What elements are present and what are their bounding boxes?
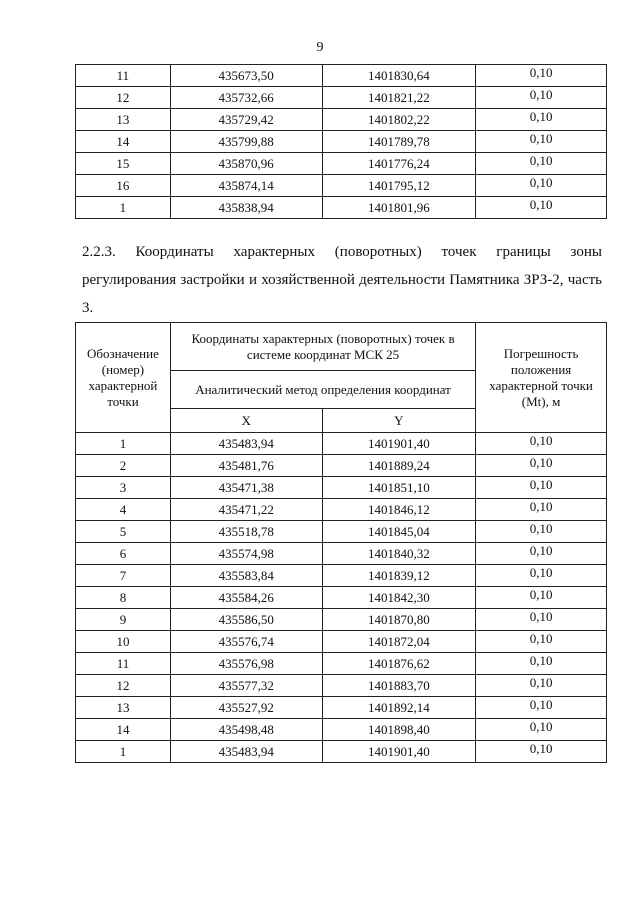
table-row [76,477,607,499]
table-row [76,109,607,131]
table-row [76,697,607,719]
point-number-cell: 10 [76,631,171,653]
x-coordinate-cell: 435483,94 [170,433,322,455]
point-number-cell: 5 [76,521,171,543]
y-coordinate-cell: 1401872,04 [322,631,476,653]
coordinates-table [75,322,607,763]
x-coordinate-cell: 435838,94 [170,197,322,219]
point-number-cell: 7 [76,565,171,587]
x-coordinate-cell: 435799,88 [170,131,322,153]
y-coordinate-cell: 1401876,62 [322,653,476,675]
table-row [76,631,607,653]
table-row [76,653,607,675]
table-body [76,433,607,763]
x-coordinate-cell: 435576,98 [170,653,322,675]
y-coordinate-cell: 1401802,22 [322,109,476,131]
y-coordinate-cell: 1401821,22 [322,87,476,109]
header-y: Y [322,409,476,433]
x-coordinate-cell: 435673,50 [170,65,322,87]
table-body [76,65,607,219]
y-coordinate-cell: 1401830,64 [322,65,476,87]
x-coordinate-cell: 435576,74 [170,631,322,653]
accuracy-cell: 0,10 [476,131,607,153]
table-row [76,565,607,587]
accuracy-cell: 0,10 [476,719,607,741]
accuracy-cell: 0,10 [476,175,607,197]
y-coordinate-cell: 1401839,12 [322,565,476,587]
y-coordinate-cell: 1401789,78 [322,131,476,153]
x-coordinate-cell: 435732,66 [170,87,322,109]
point-number-cell: 13 [76,109,171,131]
accuracy-cell: 0,10 [476,197,607,219]
point-number-cell: 13 [76,697,171,719]
x-coordinate-cell: 435574,98 [170,543,322,565]
x-coordinate-cell: 435583,84 [170,565,322,587]
y-coordinate-cell: 1401845,04 [322,521,476,543]
accuracy-cell: 0,10 [476,455,607,477]
y-coordinate-cell: 1401901,40 [322,741,476,763]
y-coordinate-cell: 1401889,24 [322,455,476,477]
y-coordinate-cell: 1401892,14 [322,697,476,719]
x-coordinate-cell: 435729,42 [170,109,322,131]
accuracy-cell: 0,10 [476,153,607,175]
accuracy-cell: 0,10 [476,697,607,719]
accuracy-cell: 0,10 [476,565,607,587]
accuracy-cell: 0,10 [476,521,607,543]
accuracy-cell: 0,10 [476,631,607,653]
accuracy-cell: 0,10 [476,587,607,609]
table-row [76,65,607,87]
accuracy-cell: 0,10 [476,109,607,131]
table-row [76,521,607,543]
y-coordinate-cell: 1401898,40 [322,719,476,741]
y-coordinate-cell: 1401883,70 [322,675,476,697]
section-paragraph: 2.2.3. Координаты характерных (поворотных) точек границы зоны регулирования застройки и хозяйственной деятельности Памятника ЗРЗ-2, часть 3. [82,244,602,316]
accuracy-cell: 0,10 [476,87,607,109]
y-coordinate-cell: 1401776,24 [322,153,476,175]
accuracy-cell: 0,10 [476,65,607,87]
table-row [76,455,607,477]
header-coordinates: Координаты характерных (поворотных) точек в системе координат МСК 25 [170,323,475,371]
y-coordinate-cell: 1401801,96 [322,197,476,219]
x-coordinate-cell: 435471,22 [170,499,322,521]
point-number-cell: 12 [76,87,171,109]
table-row [76,153,607,175]
x-coordinate-cell: 435498,48 [170,719,322,741]
table-row [76,741,607,763]
table-row [76,87,607,109]
table-row [76,719,607,741]
table-row [76,609,607,631]
point-number-cell: 1 [76,433,171,455]
accuracy-cell: 0,10 [476,675,607,697]
x-coordinate-cell: 435518,78 [170,521,322,543]
accuracy-cell: 0,10 [476,543,607,565]
x-coordinate-cell: 435870,96 [170,153,322,175]
header-designation: Обозначение (номер) характерной точки [76,323,171,433]
table-row [76,131,607,153]
accuracy-cell: 0,10 [476,609,607,631]
point-number-cell: 6 [76,543,171,565]
x-coordinate-cell: 435527,92 [170,697,322,719]
y-coordinate-cell: 1401870,80 [322,609,476,631]
point-number-cell: 12 [76,675,171,697]
point-number-cell: 11 [76,653,171,675]
point-number-cell: 14 [76,719,171,741]
header-accuracy: Погрешность положения характерной точки (Mt), м [476,323,607,433]
x-coordinate-cell: 435577,32 [170,675,322,697]
header-x: X [170,409,322,433]
y-coordinate-cell: 1401901,40 [322,433,476,455]
x-coordinate-cell: 435471,38 [170,477,322,499]
point-number-cell: 3 [76,477,171,499]
table-row [76,587,607,609]
table-header [76,323,607,433]
accuracy-cell: 0,10 [476,653,607,675]
accuracy-cell: 0,10 [476,477,607,499]
x-coordinate-cell: 435483,94 [170,741,322,763]
y-coordinate-cell: 1401851,10 [322,477,476,499]
y-coordinate-cell: 1401842,30 [322,587,476,609]
accuracy-cell: 0,10 [476,499,607,521]
point-number-cell: 16 [76,175,171,197]
table-row [76,175,607,197]
table-row [76,499,607,521]
x-coordinate-cell: 435586,50 [170,609,322,631]
coordinates-table-continued [75,64,607,219]
point-number-cell: 1 [76,197,171,219]
y-coordinate-cell: 1401840,32 [322,543,476,565]
point-number-cell: 4 [76,499,171,521]
page-number: 9 [316,40,324,55]
table-row [76,433,607,455]
x-coordinate-cell: 435584,26 [170,587,322,609]
table-row [76,197,607,219]
accuracy-cell: 0,10 [476,433,607,455]
x-coordinate-cell: 435481,76 [170,455,322,477]
accuracy-cell: 0,10 [476,741,607,763]
point-number-cell: 8 [76,587,171,609]
y-coordinate-cell: 1401795,12 [322,175,476,197]
point-number-cell: 2 [76,455,171,477]
x-coordinate-cell: 435874,14 [170,175,322,197]
point-number-cell: 14 [76,131,171,153]
point-number-cell: 1 [76,741,171,763]
point-number-cell: 11 [76,65,171,87]
point-number-cell: 15 [76,153,171,175]
table-row [76,675,607,697]
y-coordinate-cell: 1401846,12 [322,499,476,521]
point-number-cell: 9 [76,609,171,631]
header-method: Аналитический метод определения координат [170,371,475,409]
table-row [76,543,607,565]
